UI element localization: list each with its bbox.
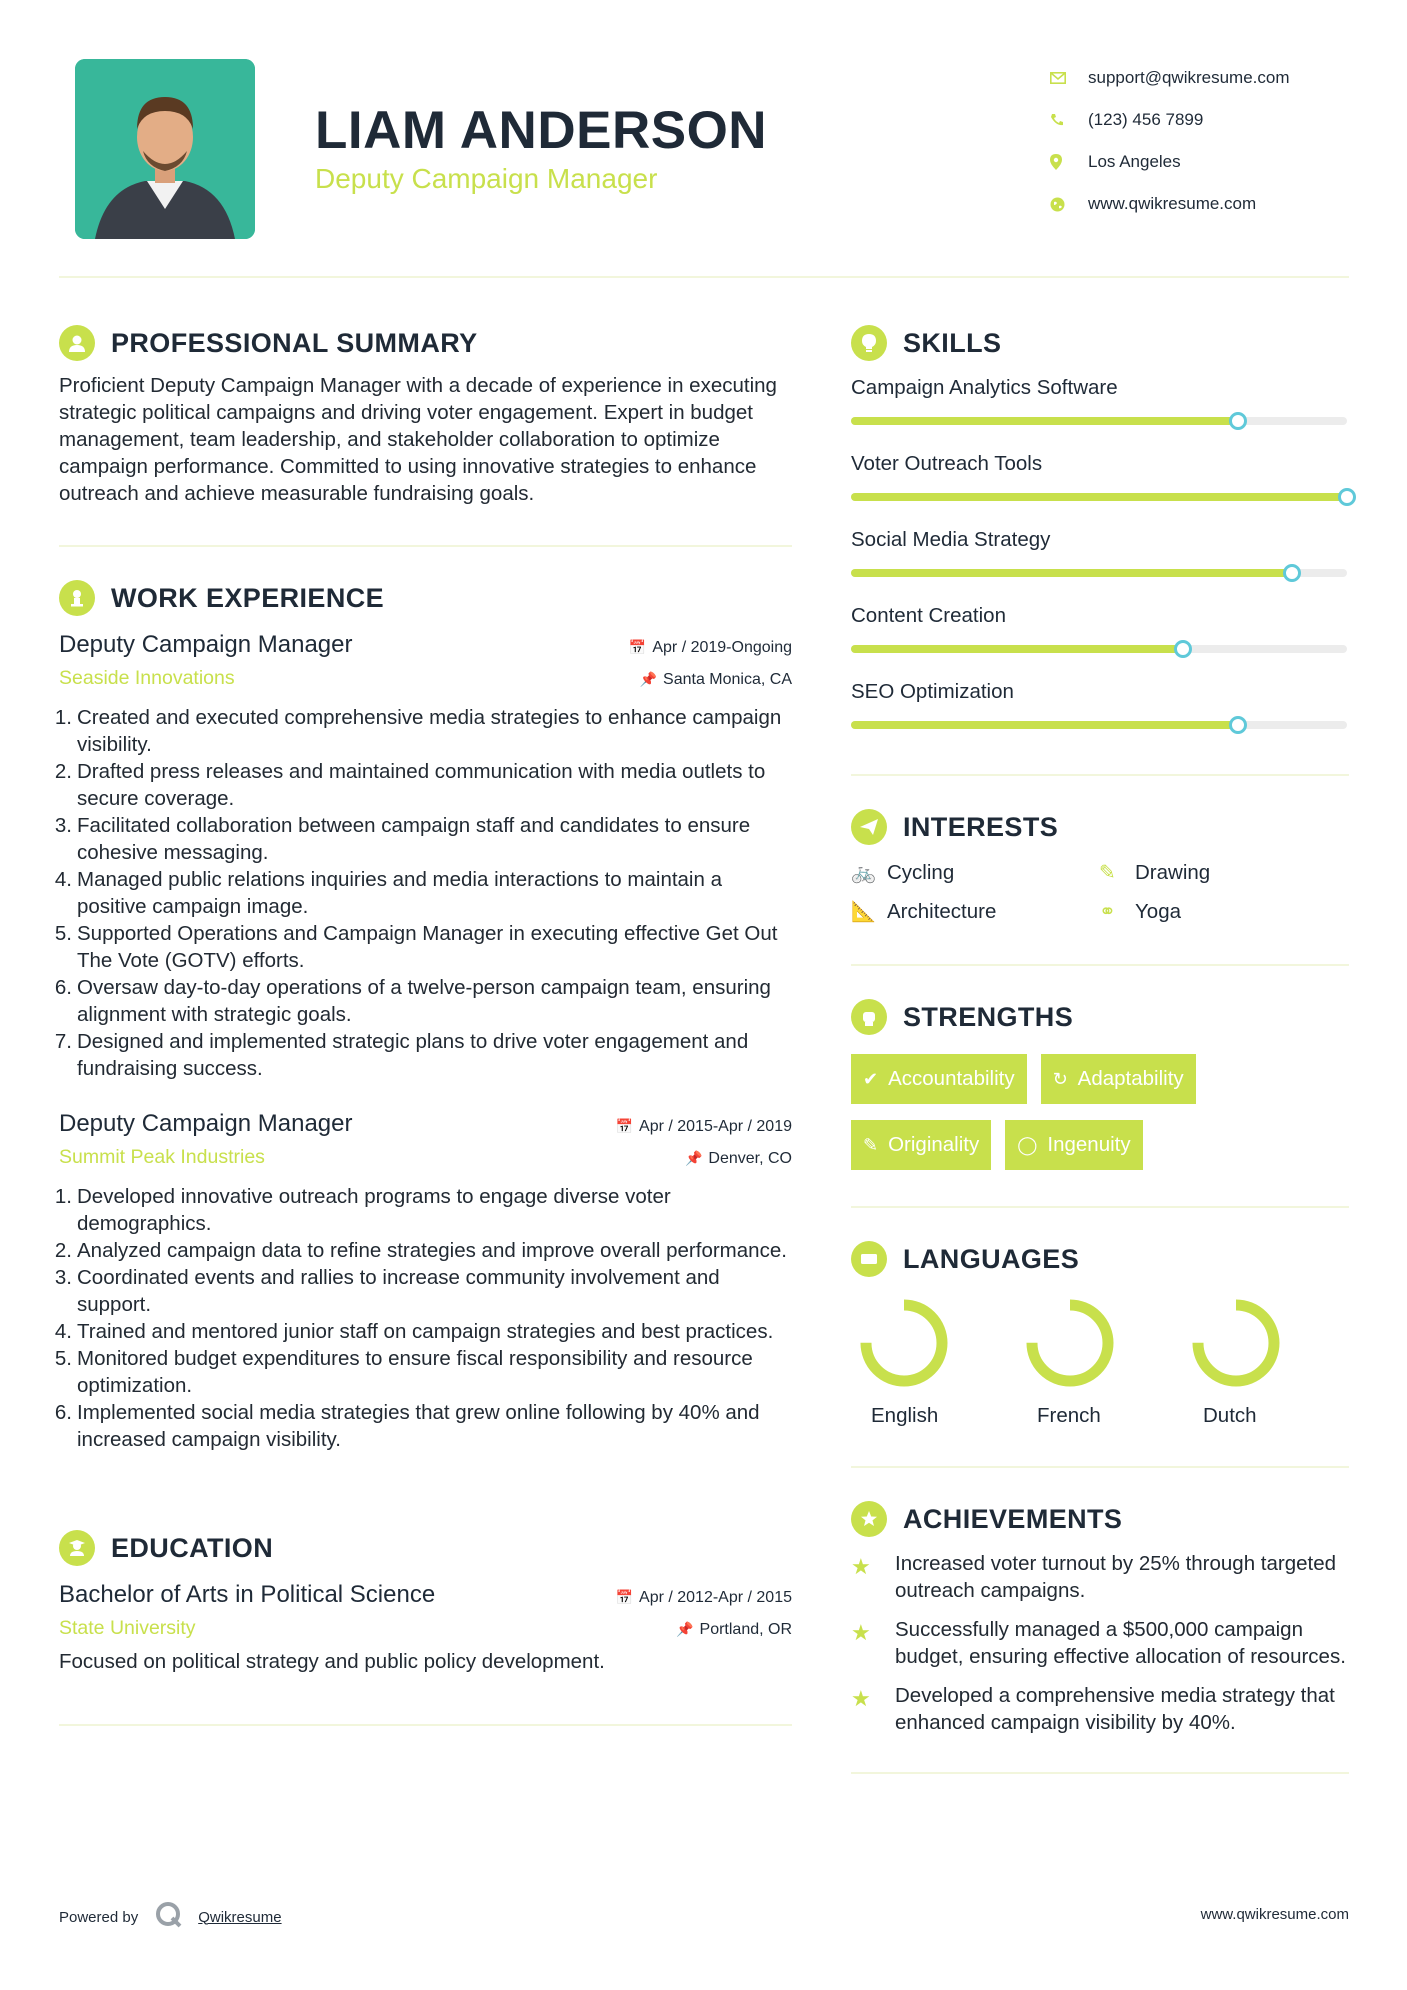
calendar-icon: 📅 [628,639,647,655]
skills-list [851,374,1349,754]
job-location-text: Denver, CO [708,1150,792,1167]
language-icon [851,1241,887,1277]
education-description: Focused on political strategy and public policy development. [59,1650,605,1673]
calendar-icon: 📅 [615,1118,634,1134]
section-divider [851,1772,1349,1774]
languages-heading [851,1238,1349,1280]
pin-icon: 📌 [676,1621,694,1637]
skill-item [851,526,1349,602]
strengths-heading [851,996,1349,1038]
pencil-icon: ✎ [1099,862,1116,884]
section-divider [851,774,1349,776]
qwikresume-logo-icon [154,1900,184,1934]
job-location-text: Santa Monica, CA [663,671,792,688]
job-date [629,639,792,657]
language-name: English [871,1404,939,1427]
interests-heading [851,806,1349,848]
languages-list [851,1298,1349,1428]
school-name: State University [59,1617,196,1639]
powered-by-text: Powered by [59,1908,139,1926]
job-duties [54,704,792,1082]
skill-item [851,602,1349,678]
lightbulb-icon: ◯ [1017,1134,1038,1155]
list-item: 6. Oversaw day-to-day operations of a twelve-person campaign team, ensuring alignment with strategic goals. [54,976,771,1026]
strength-tag [1041,1054,1196,1104]
achievement-item [851,1616,1349,1670]
list-item: 5. Supported Operations and Campaign Manager in executing effective Get Out The Vote (GOTV) efforts. [54,922,778,972]
briefcase-icon [59,580,95,616]
skill-item [851,374,1349,450]
interest-label: Cycling [887,860,955,884]
list-item: 3. Facilitated collaboration between campaign staff and candidates to ensure cohesive messaging. [54,814,751,864]
strength-label: Adaptability [1077,1067,1184,1090]
strengths-title: STRENGTHS [903,1001,1074,1032]
strength-tag [1005,1120,1142,1170]
education-entry [59,1581,792,1674]
paper-plane-icon [851,809,887,845]
list-item: 3. Coordinated events and rallies to increase community involvement and support. [54,1266,720,1316]
achievement-item [851,1550,1349,1604]
skill-name: Voter Outreach Tools [851,452,1043,475]
star-icon: ★ [851,1554,871,1579]
contact-email[interactable] [1050,57,1370,99]
profile-photo [75,59,255,239]
strength-label: Accountability [888,1067,1015,1090]
profile-photo-illustration [75,59,255,239]
job-date-text: Apr / 2019-Ongoing [652,639,792,656]
interest-label: Architecture [887,899,997,923]
interest-item [1099,899,1347,924]
achievement-text: Successfully managed a $500,000 campaign budget, ensuring effective allocation of resources. [895,1618,1346,1668]
pin-icon: 📌 [684,1150,703,1166]
list-item: 6. Implemented social media strategies that grew online following by 40% and increased campaign visibility. [54,1401,760,1451]
strength-label: Originality [888,1133,980,1156]
summary-title: PROFESSIONAL SUMMARY [111,327,478,358]
strengths-list [851,1054,1349,1170]
footer-url[interactable]: www.qwikresume.com [1200,1906,1349,1923]
lightbulb-icon [851,325,887,361]
user-icon [59,325,95,361]
skill-name: Campaign Analytics Software [851,376,1118,399]
check-circle-icon: ✔ [863,1068,879,1089]
skill-bar-knob [1283,564,1301,582]
interest-item [851,899,1099,924]
skill-bar [851,493,1347,501]
fist-icon [851,999,887,1035]
language-name: Dutch [1203,1404,1257,1427]
refresh-icon: ↻ [1052,1068,1068,1089]
interest-item [1099,860,1347,885]
list-item: 2. Analyzed campaign data to refine strategies and improve overall performance. [54,1239,787,1262]
contact-phone-text: (123) 456 7899 [1088,110,1204,129]
language-level-ring [1191,1298,1281,1388]
map-pin-icon [1050,154,1088,170]
skill-bar-fill [851,417,1238,425]
strength-tag [851,1054,1027,1104]
education-date [616,1589,792,1607]
candidate-role: Deputy Campaign Manager [315,163,658,194]
star-badge-icon [851,1501,887,1537]
phone-icon [1050,113,1088,127]
skill-bar-fill [851,493,1347,501]
section-divider [59,1724,792,1726]
contact-location [1050,141,1370,183]
section-divider [59,545,792,547]
job-entry [54,1110,792,1453]
envelope-icon [1050,72,1088,84]
skill-bar [851,721,1347,729]
job-location [685,1150,792,1168]
skill-bar [851,645,1347,653]
pin-icon: 📌 [639,671,658,687]
contact-email-text: support@qwikresume.com [1088,68,1290,87]
education-title: EDUCATION [111,1532,274,1563]
job-company: Summit Peak Industries [59,1146,265,1168]
language-name: French [1037,1404,1101,1427]
section-divider [851,1206,1349,1208]
contact-list [1050,57,1370,225]
language-level-ring [1025,1298,1115,1388]
list-item: 7. Designed and implemented strategic plans to drive voter engagement and fundraising success. [54,1030,749,1080]
section-divider [851,1466,1349,1468]
education-date-text: Apr / 2012-Apr / 2015 [639,1589,792,1606]
achievement-text: Developed a comprehensive media strategy that enhanced campaign visibility by 40%. [895,1684,1335,1734]
job-title: Deputy Campaign Manager [59,1110,353,1137]
list-item: 4. Trained and mentored junior staff on campaign strategies and best practices. [54,1320,774,1343]
education-location-text: Portland, OR [699,1621,792,1638]
skill-bar-knob [1229,716,1247,734]
job-title: Deputy Campaign Manager [59,631,353,658]
contact-website-text: www.qwikresume.com [1088,194,1257,213]
achievement-item [851,1682,1349,1736]
job-company: Seaside Innovations [59,667,235,689]
skills-heading [851,322,1349,364]
lifebuoy-icon: ⚭ [1099,901,1116,923]
job-location [640,671,792,689]
language-level-ring [859,1298,949,1388]
list-item: 1. Developed innovative outreach programs to engage diverse voter demographics. [54,1185,671,1235]
strength-label: Ingenuity [1047,1133,1131,1156]
candidate-name: LIAM ANDERSON [315,101,768,160]
header-divider [59,276,1349,278]
skill-bar-fill [851,569,1292,577]
star-icon: ★ [851,1620,871,1645]
contact-location-text: Los Angeles [1088,152,1181,171]
list-item: 1. Created and executed comprehensive media strategies to enhance campaign visibility. [54,706,782,756]
left-column [54,322,792,1726]
skill-bar-fill [851,721,1238,729]
globe-icon [1050,197,1088,212]
right-column [851,322,1349,1774]
skill-bar-fill [851,645,1183,653]
interest-label: Drawing [1135,860,1211,884]
education-heading [59,1527,792,1569]
contact-website[interactable] [1050,183,1370,225]
footer-branding [59,1900,282,1934]
bicycle-icon: 🚲 [851,862,876,884]
calendar-icon: 📅 [615,1589,634,1605]
skill-bar [851,569,1347,577]
pencil-icon: ✎ [863,1134,879,1155]
interest-item [851,860,1099,885]
achievement-text: Increased voter turnout by 25% through targeted outreach campaigns. [895,1552,1337,1602]
skill-item [851,450,1349,526]
strength-tag [851,1120,991,1170]
languages-title: LANGUAGES [903,1243,1080,1274]
job-duties [54,1183,792,1453]
summary-heading [59,322,792,364]
skill-name: SEO Optimization [851,680,1014,703]
ruler-icon: 📐 [851,901,876,923]
skills-title: SKILLS [903,327,1002,358]
skill-name: Content Creation [851,604,1006,627]
brand-link[interactable]: Qwikresume [198,1908,282,1926]
summary-text: Proficient Deputy Campaign Manager with a decade of experience in executing strategic political campaigns and driving voter engagement. Expert in budget management, team leadership, and stakeholder collaboration to optimize campaign performance. Committed to using innovative strategies to enhance outreach and achieve measurable fundraising goals. [59,374,777,505]
graduation-icon [59,1530,95,1566]
contact-phone[interactable] [1050,99,1370,141]
achievements-title: ACHIEVEMENTS [903,1503,1123,1534]
experience-heading [59,577,792,619]
job-date-text: Apr / 2015-Apr / 2019 [639,1118,792,1135]
skill-bar-knob [1338,488,1356,506]
degree-title: Bachelor of Arts in Political Science [59,1581,436,1608]
list-item: 2. Drafted press releases and maintained communication with media outlets to secure coverage. [54,760,766,810]
skill-name: Social Media Strategy [851,528,1051,551]
skill-bar-knob [1229,412,1247,430]
language-item [851,1298,1017,1428]
experience-title: WORK EXPERIENCE [111,582,385,613]
education-location [676,1621,792,1639]
interests-list [851,860,1349,924]
job-entry [54,631,792,1082]
skill-bar-knob [1174,640,1192,658]
interest-label: Yoga [1135,899,1181,923]
list-item: 4. Managed public relations inquiries and media interactions to maintain a positive campaign image. [54,868,722,918]
list-item: 5. Monitored budget expenditures to ensure fiscal responsibility and resource optimization. [54,1347,753,1397]
language-item [1183,1298,1349,1428]
star-icon: ★ [851,1686,871,1711]
achievements-list [851,1550,1349,1736]
interests-title: INTERESTS [903,811,1059,842]
skill-bar [851,417,1347,425]
section-divider [851,964,1349,966]
skill-item [851,678,1349,754]
language-item [1017,1298,1183,1428]
achievements-heading [851,1498,1349,1540]
job-date [616,1118,792,1136]
